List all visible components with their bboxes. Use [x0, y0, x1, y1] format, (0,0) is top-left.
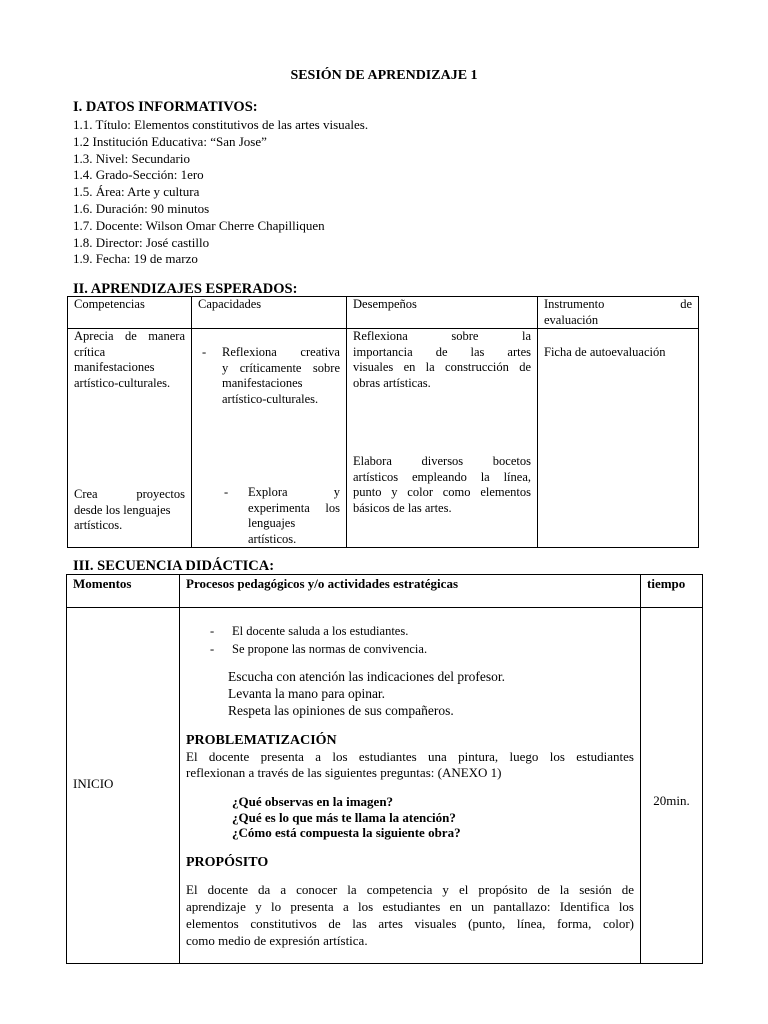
capacidad-line: Explora y	[248, 485, 340, 499]
datos-informativos-list	[73, 117, 368, 268]
aprendizajes-table	[67, 296, 699, 548]
desempeno-line: Elabora diversos bocetos	[353, 454, 531, 468]
problematizacion-title: PROBLEMATIZACIÓN	[186, 733, 337, 748]
header-instrumento-line: Instrumento de	[544, 297, 692, 311]
bullet-dash: -	[202, 345, 207, 359]
procesos-cell	[180, 608, 641, 964]
competencias-cell	[68, 329, 192, 548]
info-item: 1.2 Institución Educativa: “San Jose”	[73, 133, 267, 149]
header-momentos: Momentos	[67, 575, 180, 608]
tiempo-value: 20min.	[653, 792, 690, 808]
capacidad-line: y críticamente sobre	[222, 360, 340, 375]
capacidad-line: experimenta los	[248, 500, 340, 515]
header-competencias: Competencias	[68, 297, 192, 329]
section-1-heading: I. DATOS INFORMATIVOS:	[73, 99, 258, 115]
list-item: - Se propone las normas de convivencia.	[210, 642, 428, 656]
header-instrumento-line: evaluación	[544, 312, 599, 327]
pregunta-item: ¿Qué es lo que más te llama la atención?	[232, 809, 456, 825]
header-instrumento	[538, 297, 699, 329]
pregunta-item: ¿Cómo está compuesta la siguiente obra?	[232, 825, 461, 840]
header-capacidades: Capacidades	[192, 297, 347, 329]
capacidad-line: manifestaciones	[222, 376, 303, 390]
capacidad-line: lenguajes	[248, 516, 296, 530]
preguntas-list	[232, 794, 634, 841]
desempeno-line: básicos de las artes.	[353, 500, 452, 515]
momento-value: INICIO	[73, 775, 114, 791]
norma-item: Levanta la mano para opinar.	[228, 686, 386, 701]
info-item: 1.9. Fecha: 19 de marzo	[73, 251, 198, 267]
competencia-line: artístico-culturales.	[74, 375, 171, 390]
competencia-line: Crea proyectos	[74, 487, 185, 501]
norma-item: Escucha con atención las indicaciones del profesor.	[228, 669, 506, 684]
competencia-line: Aprecia de manera	[74, 329, 185, 343]
info-item: 1.6. Duración: 90 minutos	[73, 200, 210, 216]
section-2-heading: II. APRENDIZAJES ESPERADOS:	[73, 281, 298, 297]
info-item: 1.1. Título: Elementos constitutivos de las artes visuales.	[73, 117, 369, 132]
header-desempenos: Desempeños	[347, 297, 538, 329]
capacidad-item	[202, 345, 340, 407]
info-item: 1.8. Director: José castillo	[73, 234, 210, 250]
page-title: SESIÓN DE APRENDIZAJE 1	[290, 68, 478, 83]
header-tiempo: tiempo	[641, 575, 703, 608]
problematizacion-text: El docente presenta a los estudiantes una pintura, luego los estudiantes reflexionan a través de las siguientes preguntas: (ANEXO 1)	[186, 749, 634, 780]
proposito-text: El docente da a conocer la competencia y el propósito de la sesión de aprendizaje y lo presenta a los estudiantes en un pantallazo: Identifica los elementos constitutivos de las artes visuales (punto, línea, forma, color) como medio de expresión artística.	[186, 881, 634, 948]
secuencia-table	[66, 574, 703, 964]
bullet-dash: -	[224, 485, 229, 499]
pregunta-item: ¿Qué observas en la imagen?	[232, 794, 394, 809]
list-item: - El docente saluda a los estudiantes.	[210, 624, 409, 638]
desempeno-line: punto y color como elementos	[353, 485, 531, 499]
instrumento-cell	[538, 329, 699, 548]
competencia-line: crítica	[74, 344, 106, 359]
section-3-heading: III. SECUENCIA DIDÁCTICA:	[73, 558, 275, 574]
capacidad-line: artístico-culturales.	[222, 391, 319, 406]
desempeno-line: Reflexiona sobre la	[353, 329, 531, 343]
header-procesos: Procesos pedagógicos y/o actividades estratégicas	[180, 575, 641, 608]
competencia-line: manifestaciones	[74, 360, 155, 374]
desempeno-line: obras artísticas.	[353, 375, 431, 390]
proposito-title: PROPÓSITO	[186, 854, 269, 870]
tiempo-cell	[641, 608, 703, 964]
instrumento-value: Ficha de autoevaluación	[544, 345, 666, 359]
info-item: 1.4. Grado-Sección: 1ero	[73, 167, 204, 183]
desempeno-line: visuales en la construcción de	[353, 360, 531, 374]
desempenos-cell	[347, 329, 538, 548]
bullet-dash: -	[210, 642, 215, 656]
norma-item: Respeta las opiniones de sus compañeros.	[228, 703, 454, 718]
desempeno-line: importancia de las artes	[353, 344, 531, 359]
capacidad-item	[224, 485, 340, 547]
info-item: 1.5. Área: Arte y cultura	[73, 184, 200, 200]
competencia-line: artísticos.	[74, 518, 123, 532]
info-item: 1.3. Nivel: Secundario	[73, 150, 190, 166]
bullet-dash: -	[210, 624, 215, 638]
competencia-line: desde los lenguajes	[74, 502, 171, 517]
capacidad-line: Reflexiona creativa	[222, 345, 340, 359]
desempeno-line: artísticos empleando la línea,	[353, 469, 531, 484]
info-item: 1.7. Docente: Wilson Omar Cherre Chapilliquen	[73, 217, 325, 233]
capacidad-line: artísticos.	[248, 531, 297, 546]
capacidades-cell	[192, 329, 347, 548]
normas-list	[228, 668, 634, 719]
momento-cell	[67, 608, 180, 964]
